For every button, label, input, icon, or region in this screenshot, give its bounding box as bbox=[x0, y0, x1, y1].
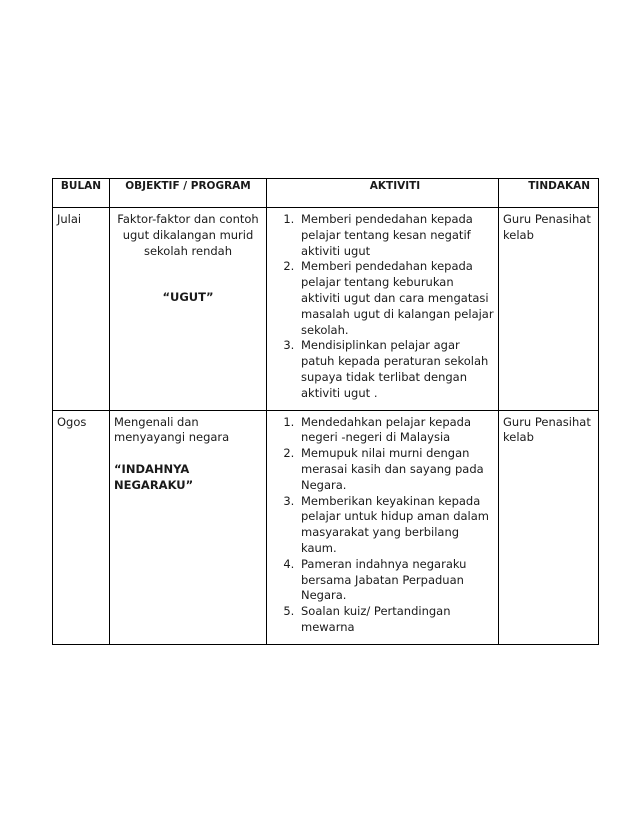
list-item: 1. Memberi pendedahan kepada pelajar tentang kesan negatif aktiviti ugut bbox=[298, 212, 494, 259]
program-title: “UGUT” bbox=[162, 290, 214, 305]
list-item: 3. Memberikan keyakinan kepada pelajar untuk hidup aman dalam masyarakat yang berbilang kaum. bbox=[298, 494, 494, 557]
objective-text: Faktor-faktor dan contoh ugut dikalangan murid sekolah rendah bbox=[117, 212, 259, 258]
activity-list bbox=[271, 415, 494, 636]
list-item: 2. Memupuk nilai murni dengan merasai kasih dan sayang pada Negara. bbox=[298, 446, 494, 493]
header-bulan: BULAN bbox=[53, 179, 110, 208]
cell-objektif bbox=[110, 410, 267, 644]
header-tindakan: TINDAKAN bbox=[499, 179, 599, 208]
cell-bulan: Julai bbox=[53, 208, 110, 411]
cell-aktiviti bbox=[267, 208, 499, 411]
list-item: 4. Pameran indahnya negaraku bersama Jabatan Perpaduan Negara. bbox=[298, 557, 494, 604]
cell-tindakan: Guru Penasihat kelab bbox=[499, 208, 599, 411]
list-item: 1. Mendedahkan pelajar kepada negeri -negeri di Malaysia bbox=[298, 415, 494, 447]
list-item: 2. Memberi pendedahan kepada pelajar tentang keburukan aktiviti ugut dan cara mengatasi masalah ugut di kalangan pelajar sekolah. bbox=[298, 259, 494, 338]
cell-objektif bbox=[110, 208, 267, 411]
table-row bbox=[53, 208, 599, 411]
header-objektif: OBJEKTIF / PROGRAM bbox=[110, 179, 267, 208]
header-aktiviti: AKTIVITI bbox=[267, 179, 499, 208]
cell-aktiviti bbox=[267, 410, 499, 644]
cell-tindakan: Guru Penasihat kelab bbox=[499, 410, 599, 644]
objective-text: Mengenali dan menyayangi negara bbox=[114, 414, 230, 445]
table-header-row bbox=[53, 179, 599, 208]
list-item: 5. Soalan kuiz/ Pertandingan mewarna bbox=[298, 604, 494, 636]
cell-bulan: Ogos bbox=[53, 410, 110, 644]
activity-plan-table bbox=[52, 178, 599, 645]
program-title: “INDAHNYA NEGARAKU” bbox=[114, 462, 194, 492]
activity-list bbox=[271, 212, 494, 402]
list-item: 3. Mendisiplinkan pelajar agar patuh kepada peraturan sekolah supaya tidak terlibat dengan aktiviti ugut . bbox=[298, 338, 494, 401]
table-row bbox=[53, 410, 599, 644]
